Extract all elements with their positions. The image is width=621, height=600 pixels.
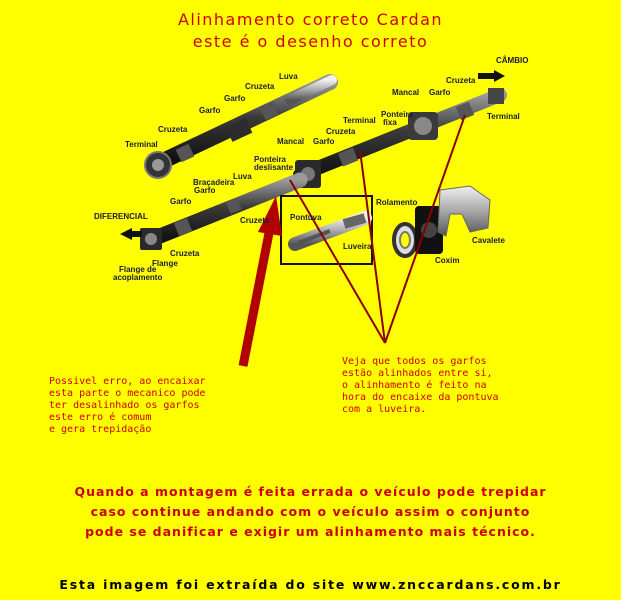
label-mancal-right: Mancal — [392, 88, 420, 97]
label-luva-mid: Luva — [233, 172, 252, 181]
label-diferencial: DIFERENCIAL — [94, 212, 148, 221]
label-garfo-right: Garfo — [429, 88, 451, 97]
title-line-2: este é o desenho correto — [192, 32, 429, 51]
label-rolamento: Rolamento — [376, 198, 418, 207]
title-line-1: Alinhamento correto Cardan — [177, 10, 444, 29]
label-cruzeta-low-2: Cruzeta — [170, 249, 200, 258]
label-terminal-left: Terminal — [125, 140, 158, 149]
label-ponteira-desl-2: deslisante — [254, 163, 294, 172]
diferencial-arrow-icon — [120, 228, 132, 240]
label-terminal-right: Terminal — [487, 112, 520, 121]
label-mancal-mid: Mancal — [277, 137, 305, 146]
label-flange-acop-1: Flange de — [119, 265, 157, 274]
label-luva-top: Luva — [279, 72, 298, 81]
label-bracadeira-1: Braçadeira — [193, 178, 235, 187]
label-garfo-low: Garfo — [170, 197, 192, 206]
note-possible-error: Possivel erro, ao encaixar esta parte o mecanico pode ter desalinhado os garfos este erro é comum e gera trepidação — [49, 376, 206, 435]
label-cambio: CÂMBIO — [496, 56, 529, 65]
label-luveira: Luveira — [343, 242, 372, 251]
label-ponteira-fixa-2: fixa — [383, 118, 397, 127]
label-cruzeta-top: Cruzeta — [245, 82, 275, 91]
warning-line-1: Quando a montagem é feita errada o veículo pode trepidar — [74, 484, 547, 499]
center-bearing-parts — [394, 186, 490, 256]
label-coxim: Coxim — [435, 256, 460, 265]
label-ponteira-desl-1: Ponteira — [254, 155, 287, 164]
label-flange-acop-2: acoplamento — [113, 273, 163, 282]
warning-line-2: caso continue andando com o veículo assim o conjunto — [90, 504, 531, 519]
label-cruzeta-right: Cruzeta — [446, 76, 476, 85]
cambio-arrow-icon — [494, 70, 505, 82]
label-cruzeta-left: Cruzeta — [158, 125, 188, 134]
label-garfo-top-2: Garfo — [199, 106, 221, 115]
label-ponteira-fixa-1: Ponteira — [381, 110, 414, 119]
label-garfo-top: Garfo — [224, 94, 246, 103]
source-footer: Esta imagem foi extraída do site www.znccardans.com.br — [59, 577, 562, 592]
label-cavalete: Cavalete — [472, 236, 505, 245]
label-terminal-mid: Terminal — [343, 116, 376, 125]
label-cruzeta-low: Cruzeta — [240, 216, 270, 225]
label-pontuva: Pontuva — [290, 213, 322, 222]
label-flange: Flange — [152, 259, 178, 268]
label-garfo-mid: Garfo — [313, 137, 335, 146]
warning-line-3: pode se danificar e exigir um alinhamento mais técnico. — [85, 524, 536, 539]
label-cruzeta-mid: Cruzeta — [326, 127, 356, 136]
label-bracadeira-2: Garfo — [194, 186, 216, 195]
note-alignment: Veja que todos os garfos estão alinhados entre si, o alinhamento é feito na hora do encaixe da pontuva com a luveira. — [342, 356, 499, 415]
